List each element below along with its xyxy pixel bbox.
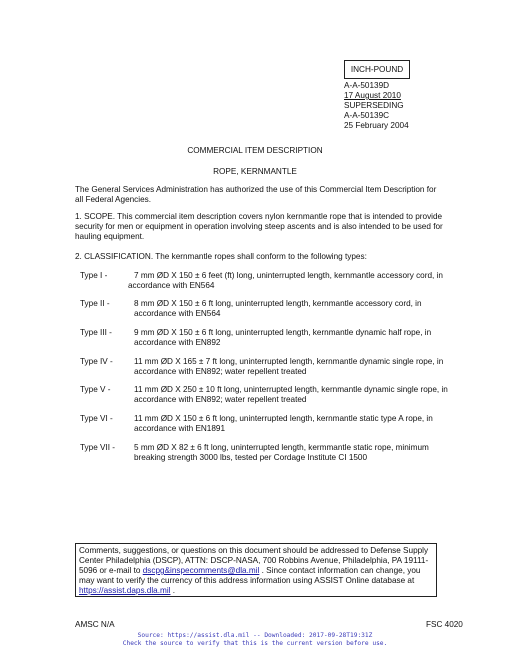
comments-box: [75, 543, 437, 597]
page-title: COMMERCIAL ITEM DESCRIPTION: [187, 146, 323, 155]
type-label: Type I -: [80, 271, 108, 280]
type-description: 8 mm ØD X 150 ± 6 ft long, uninterrupted length, kernmantle accessory cord, in accordance with EN564: [134, 299, 422, 318]
superseded-number: A-A-50139C: [344, 111, 390, 120]
type-description: 7 mm ØD X 150 ± 6 feet (ft) long, uninterrupted length, kernmantle accessory cord, in accordance with EN564: [128, 271, 443, 290]
comments-text: . Since contact information can change, you may want to verify the currency of this address information using ASSIST Online database at: [79, 566, 421, 585]
classification-paragraph: 2. CLASSIFICATION. The kernmantle ropes shall conform to the following types:: [75, 252, 367, 261]
inch-pound-box: INCH-POUND: [344, 60, 410, 79]
page-subtitle: ROPE, KERNMANTLE: [213, 167, 297, 176]
comments-text: .: [170, 586, 176, 595]
type-label: Type II -: [80, 299, 110, 308]
verify-line: Check the source to verify that this is the current version before use.: [122, 640, 388, 647]
comments-text: Comments, suggestions, or questions on this document should be addressed to Defense Supply Center Philadelphia (DSCP), ATTN: DSCP-NASA, 700 Robbins Avenue, Philadelphia, PA 19111-5096 or e-mail to: [79, 546, 429, 575]
type-description: 11 mm ØD X 250 ± 10 ft long, uninterrupted length, kernmantle dynamic single rope, in accordance with EN892; water repellent treated: [134, 385, 448, 404]
source-line: Source: https://assist.dla.mil -- Downloaded: 2017-09-28T19:31Z: [137, 632, 373, 639]
document-number: A-A-50139D: [344, 81, 390, 90]
type-label: Type VI -: [80, 414, 113, 423]
type-description: 11 mm ØD X 165 ± 7 ft long, uninterrupted length, kernmantle dynamic single rope, in accordance with EN892; water repellent treated: [134, 357, 444, 376]
fsc-label: FSC 4020: [426, 620, 463, 629]
type-label: Type IV -: [80, 357, 113, 366]
type-label: Type V -: [80, 385, 111, 394]
type-label: Type VII -: [80, 443, 116, 452]
scope-paragraph: 1. SCOPE. This commercial item description covers nylon kernmantle rope that is intended to provide security for men or equipment in operation involving steep ascents and is also intended to be used for hauling equipment.: [75, 212, 443, 241]
assist-link[interactable]: https://assist.daps.dla.mil: [79, 586, 171, 595]
email-link[interactable]: dscpg&inspecomments@dla.mil: [142, 566, 260, 575]
type-description: 9 mm ØD X 150 ± 6 ft long, uninterrupted length, kernmantle dynamic half rope, in accordance with EN892: [134, 328, 432, 347]
type-label: Type III -: [80, 328, 112, 337]
document-header: [344, 81, 464, 131]
superseded-date: 25 February 2004: [344, 121, 409, 130]
intro-paragraph: The General Services Administration has authorized the use of this Commercial Item Description for all Federal Agencies.: [75, 185, 437, 204]
amsc-label: AMSC N/A: [75, 620, 115, 629]
superseding-label: SUPERSEDING: [344, 101, 404, 110]
type-description: 11 mm ØD X 150 ± 6 ft long, uninterrupted length, kernmantle static type A rope, in accordance with EN1891: [134, 414, 433, 433]
type-description: 5 mm ØD X 82 ± 6 ft long, uninterrupted length, kermmantle static rope, minimum breaking strength 3000 lbs, tested per Cordage Institute CI 1500: [134, 443, 429, 462]
document-date: 17 August 2010: [344, 91, 401, 100]
